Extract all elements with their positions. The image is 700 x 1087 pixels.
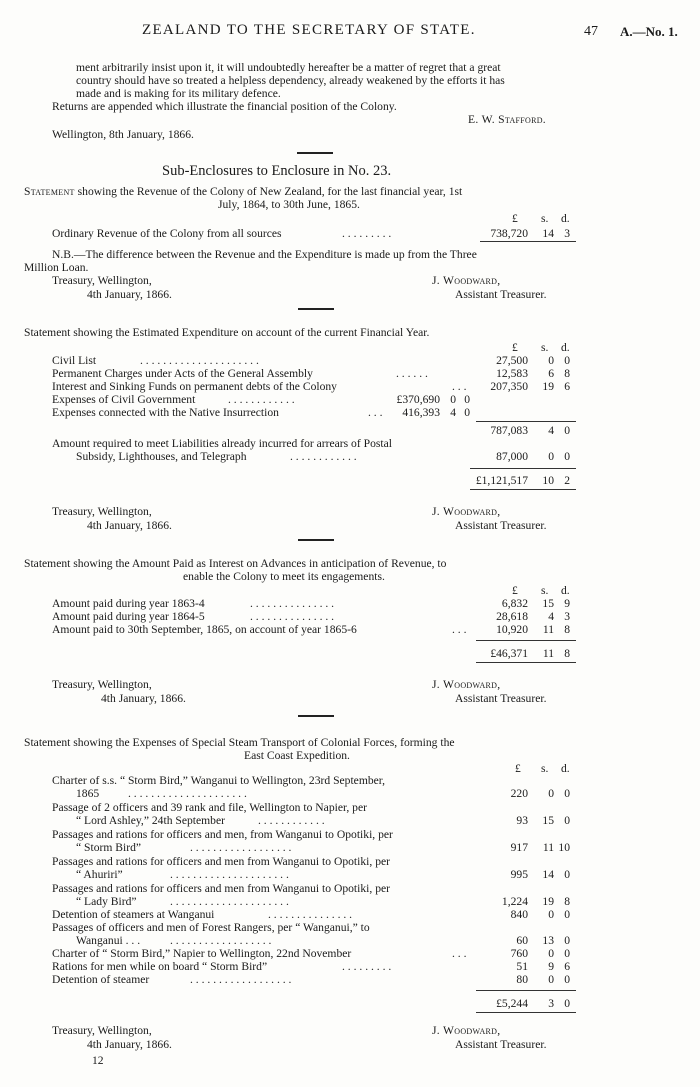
row-shillings: 14 (542, 868, 554, 881)
statement-1-title-line2: July, 1864, to 30th June, 1865. (218, 198, 360, 211)
signing-date: 4th January, 1866. (87, 519, 172, 532)
row-shillings: 0 (548, 973, 554, 986)
statement-3-title-line2: enable the Colony to meet its engagements. (183, 570, 385, 583)
underline (476, 990, 576, 991)
row-pence: 0 (564, 868, 570, 881)
row-pounds: 1,224 (501, 895, 528, 908)
signer-name: J. Woodward, (432, 1024, 501, 1037)
row-shillings: 11 (542, 623, 554, 636)
inner-shillings: 4 (450, 406, 456, 419)
row-pence: 8 (564, 895, 570, 908)
row-shillings: 15 (542, 814, 554, 827)
row-shillings: 9 (548, 960, 554, 973)
treasury-place: Treasury, Wellington, (52, 1024, 152, 1037)
row-shillings: 19 (542, 380, 554, 393)
inner-pence: 0 (464, 406, 470, 419)
leader-dots: . . . . . . . . . (342, 227, 392, 240)
divider (298, 539, 334, 541)
signer-title: Assistant Treasurer. (455, 288, 547, 301)
pounds-header: £ (512, 341, 518, 354)
signer-title: Assistant Treasurer. (455, 1038, 547, 1051)
row-pence: 0 (564, 787, 570, 800)
leader-dots: . . . . . . . . . . . . . . . . . . . . . (128, 787, 247, 800)
revenue-shillings: 14 (542, 227, 554, 240)
pounds-header: £ (515, 762, 521, 775)
treasury-place: Treasury, Wellington, (52, 505, 152, 518)
expense-row-label: Passages and rations for officers and men from Wanganui to Opotiki, per (52, 882, 390, 895)
leader-dots: . . . . . . (396, 367, 428, 380)
row-shillings: 19 (542, 895, 554, 908)
signing-date: 4th January, 1866. (87, 1038, 172, 1051)
expense-row-label-cont: “ Lord Ashley,” 24th September (76, 814, 225, 827)
row-pence: 0 (564, 947, 570, 960)
row-pence: 0 (564, 934, 570, 947)
pounds-header: £ (512, 212, 518, 225)
expense-row-label: Detention of steamer (52, 973, 150, 986)
expenditure-row-label: Interest and Sinking Funds on permanent debts of the Colony (52, 380, 337, 393)
treasury-place: Treasury, Wellington, (52, 678, 152, 691)
leader-dots: . . . . . . . . . . . . (258, 814, 325, 827)
underline (476, 640, 576, 641)
intro-line: ment arbitrarily insist upon it, it will undoubtedly hereafter be a matter of regret that a great (76, 61, 501, 74)
expenditure-row-label: Permanent Charges under Acts of the General Assembly (52, 367, 313, 380)
intro-line: Returns are appended which illustrate the financial position of the Colony. (52, 100, 397, 113)
row-pence: 0 (564, 354, 570, 367)
row-pounds: 6,832 (501, 597, 528, 610)
row-pounds: 760 (510, 947, 528, 960)
total-pounds: £1,121,517 (475, 474, 528, 487)
pence-header: d. (561, 341, 570, 354)
note-line: Million Loan. (24, 261, 89, 274)
subtotal-pence: 0 (564, 424, 570, 437)
leader-dots: . . . (452, 380, 467, 393)
total-pounds: £5,244 (496, 997, 528, 1010)
signer-title: Assistant Treasurer. (455, 519, 547, 532)
inner-pounds: £370,690 (396, 393, 440, 406)
revenue-pounds: 738,720 (490, 227, 528, 240)
row-shillings: 13 (542, 934, 554, 947)
running-title: ZEALAND TO THE SECRETARY OF STATE. (142, 22, 476, 38)
row-pounds: 207,350 (490, 380, 528, 393)
expenditure-row-label: Expenses connected with the Native Insurrection (52, 406, 279, 419)
signatory: E. W. Stafford. (468, 113, 547, 126)
shillings-header: s. (541, 212, 549, 225)
statement-1-title: Statement showing the Revenue of the Colony of New Zealand, for the last financial year, 1st (24, 185, 463, 198)
leader-dots: . . . (452, 947, 467, 960)
pence-header: d. (561, 762, 570, 775)
row-pence: 9 (564, 597, 570, 610)
leader-dots: . . . . . . . . . . . . . . . (268, 908, 353, 921)
row-pounds: 12,583 (496, 367, 528, 380)
statement-3-title: Statement showing the Amount Paid as Interest on Advances in anticipation of Revenue, to (24, 557, 447, 570)
interest-row-label: Amount paid during year 1864-5 (52, 610, 205, 623)
expenditure-row-label: Expenses of Civil Government (52, 393, 196, 406)
intro-line: made and is making for its military defence. (76, 87, 281, 100)
total-shillings: 10 (542, 474, 554, 487)
subtotal-shillings: 4 (548, 424, 554, 437)
row-pounds: 917 (510, 841, 528, 854)
expense-row-label-cont: Wanganui . . . (76, 934, 141, 947)
row-pounds: 93 (516, 814, 528, 827)
leader-dots: . . . . . . . . . . . . (290, 450, 357, 463)
row-pence: 3 (564, 610, 570, 623)
row-pounds: 80 (516, 973, 528, 986)
leader-dots: . . . (368, 406, 383, 419)
row-pence: 10 (558, 841, 570, 854)
divider (298, 308, 334, 310)
signing-date: 4th January, 1866. (87, 288, 172, 301)
row-pence: 8 (564, 623, 570, 636)
row-shillings: 0 (548, 354, 554, 367)
underline (476, 421, 576, 422)
divider (298, 715, 334, 717)
signer-title: Assistant Treasurer. (455, 692, 547, 705)
leader-dots: . . . . . . . . . . . . . . . (250, 597, 335, 610)
expense-row-label: Passages and rations for officers and men, from Wanganui to Opotiki, per (52, 828, 393, 841)
inner-pence: 0 (464, 393, 470, 406)
liabilities-line: Amount required to meet Liabilities already incurred for arrears of Postal (52, 437, 392, 450)
row-pounds: 995 (510, 868, 528, 881)
row-pence: 6 (564, 380, 570, 393)
total-pence: 0 (564, 997, 570, 1010)
leader-dots: . . . . . . . . . . . . . . . . . . (190, 841, 292, 854)
statement-4-title: Statement showing the Expenses of Special Steam Transport of Colonial Forces, forming the (24, 736, 455, 749)
statement-2-title: Statement showing the Estimated Expenditure on account of the current Financial Year. (24, 326, 430, 339)
total-pounds: £46,371 (490, 647, 528, 660)
inner-shillings: 0 (450, 393, 456, 406)
section-heading: Sub-Enclosures to Enclosure in No. 23. (162, 163, 392, 179)
leader-dots: . . . (452, 623, 467, 636)
expense-row-label-cont: “ Lady Bird” (76, 895, 137, 908)
expense-row-label-cont: 1865 (76, 787, 100, 800)
total-pence: 2 (564, 474, 570, 487)
row-pounds: 840 (510, 908, 528, 921)
signature-mark: 12 (92, 1054, 104, 1067)
underline (470, 489, 576, 490)
divider (297, 152, 333, 154)
pounds-header: £ (512, 584, 518, 597)
pence-header: d. (561, 212, 570, 225)
row-shillings: 0 (548, 787, 554, 800)
underline (476, 1012, 576, 1013)
signer-name: J. Woodward, (432, 274, 501, 287)
expense-row-label-cont: “ Storm Bird” (76, 841, 142, 854)
signer-name: J. Woodward, (432, 505, 501, 518)
leader-dots: . . . . . . . . . . . . . . . . . . . . . (170, 868, 289, 881)
expense-row-label: Detention of steamers at Wanganui (52, 908, 215, 921)
row-pounds: 28,618 (496, 610, 528, 623)
leader-dots: . . . . . . . . . . . . . . . . . . (190, 973, 292, 986)
expense-row-label: Passages and rations for officers and men from Wanganui to Opotiki, per (52, 855, 390, 868)
expense-row-label: Rations for men while on board “ Storm Bird” (52, 960, 268, 973)
treasury-place: Treasury, Wellington, (52, 274, 152, 287)
row-pounds: 10,920 (496, 623, 528, 636)
row-pounds: 220 (510, 787, 528, 800)
total-pence: 8 (564, 647, 570, 660)
expense-row-label: Charter of “ Storm Bird,” Napier to Wellington, 22nd November (52, 947, 352, 960)
statement-4-title-line2: East Coast Expedition. (244, 749, 350, 762)
row-pence: 0 (564, 450, 570, 463)
signer-name: J. Woodward, (432, 678, 501, 691)
shillings-header: s. (541, 341, 549, 354)
subtotal-pounds: 787,083 (490, 424, 528, 437)
revenue-pence: 3 (564, 227, 570, 240)
row-pence: 0 (564, 973, 570, 986)
row-pence: 0 (564, 814, 570, 827)
pence-header: d. (561, 584, 570, 597)
page-number: 47 (584, 24, 598, 39)
row-shillings: 0 (548, 908, 554, 921)
intro-line: country should have so treated a helpless dependency, already weakened by the efforts it has (76, 74, 505, 87)
row-shillings: 0 (548, 947, 554, 960)
row-pounds: 27,500 (496, 354, 528, 367)
row-shillings: 6 (548, 367, 554, 380)
leader-dots: . . . . . . . . . . . . . . . . . . . . . (140, 354, 259, 367)
expenditure-row-label: Civil List (52, 354, 97, 367)
row-shillings: 4 (548, 610, 554, 623)
shillings-header: s. (541, 762, 549, 775)
expense-row-label: Passage of 2 officers and 39 rank and file, Wellington to Napier, per (52, 801, 367, 814)
note-line: N.B.—The difference between the Revenue and the Expenditure is made up from the Three (52, 248, 477, 261)
row-shillings: 0 (548, 450, 554, 463)
total-shillings: 3 (548, 997, 554, 1010)
inner-pounds: 416,393 (402, 406, 440, 419)
row-shillings: 15 (542, 597, 554, 610)
underline (470, 468, 576, 469)
underline (480, 241, 576, 242)
revenue-row-label: Ordinary Revenue of the Colony from all sources (52, 227, 282, 240)
leader-dots: . . . . . . . . . (342, 960, 392, 973)
interest-row-label: Amount paid to 30th September, 1865, on account of year 1865-6 (52, 623, 357, 636)
liabilities-line: Subsidy, Lighthouses, and Telegraph (76, 450, 247, 463)
row-pence: 0 (564, 908, 570, 921)
signing-date: 4th January, 1866. (101, 692, 186, 705)
row-pence: 6 (564, 960, 570, 973)
row-shillings: 11 (542, 841, 554, 854)
document-reference: A.—No. 1. (620, 24, 678, 39)
shillings-header: s. (541, 584, 549, 597)
interest-row-label: Amount paid during year 1863-4 (52, 597, 205, 610)
place-date: Wellington, 8th January, 1866. (52, 128, 194, 141)
expense-row-label-cont: “ Ahuriri” (76, 868, 123, 881)
row-pounds: 60 (516, 934, 528, 947)
total-shillings: 11 (542, 647, 554, 660)
leader-dots: . . . . . . . . . . . . . . . (250, 610, 335, 623)
leader-dots: . . . . . . . . . . . . . . . . . . (170, 934, 272, 947)
leader-dots: . . . . . . . . . . . . (228, 393, 295, 406)
leader-dots: . . . . . . . . . . . . . . . . . . . . . (170, 895, 289, 908)
expense-row-label: Charter of s.s. “ Storm Bird,” Wanganui to Wellington, 23rd September, (52, 774, 386, 787)
row-pounds: 87,000 (496, 450, 528, 463)
row-pence: 8 (564, 367, 570, 380)
expense-row-label: Passages of officers and men of Forest Rangers, per “ Wanganui,” to (52, 921, 370, 934)
row-pounds: 51 (516, 960, 528, 973)
underline (476, 662, 576, 663)
